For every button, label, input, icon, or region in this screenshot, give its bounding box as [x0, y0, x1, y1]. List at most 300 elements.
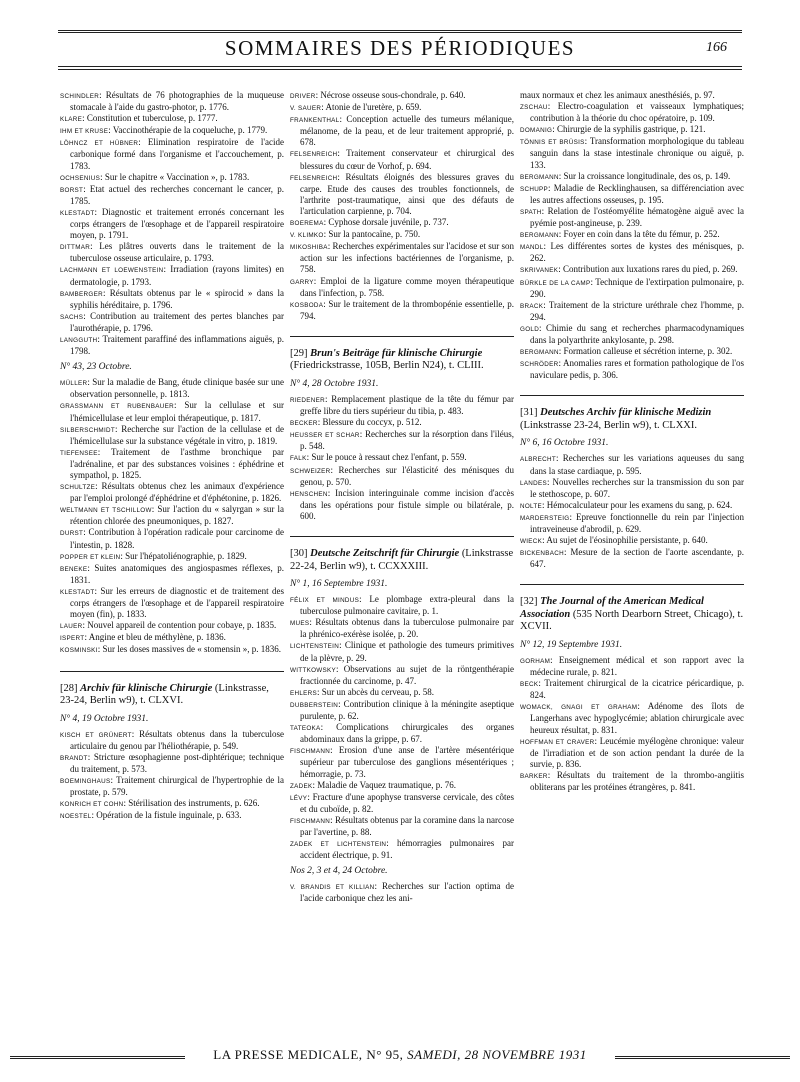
article-entry: [290, 241, 514, 275]
article-entry: [290, 102, 514, 114]
article-entry: [520, 453, 744, 476]
article-author: SCHWEIZER: [290, 467, 331, 475]
entry-list: [520, 90, 744, 381]
article-title: : Anomalies rares et formation pathologique de l'os naviculare pedis, p. 306.: [530, 358, 744, 381]
section-separator: [290, 536, 514, 537]
article-entry: [60, 424, 284, 447]
article-entry: [290, 594, 514, 617]
header-bottom-rule: [58, 66, 742, 67]
article-title: : Remplacement plastique de la tête du fémur par greffe libre du tiers supérieur du tibia, p. 483.: [300, 393, 514, 417]
article-author: IHM ET KRUSE: [60, 128, 109, 136]
article-author: SKRIVANEK: [520, 267, 559, 275]
footer-line: [0, 1047, 800, 1063]
article-author: BARKER: [520, 772, 548, 780]
article-author: WIECK: [520, 538, 543, 546]
journal-heading: [290, 348, 514, 373]
article-title: : Elimination respiratoire de l'acide carbonique formé dans l'organisme et l'accouchement, p. 1783.: [70, 137, 284, 171]
article-entry: [520, 358, 744, 381]
article-entry: [520, 346, 744, 358]
article-entry: [60, 311, 284, 334]
article-author: WELTMANN ET TSCHILLOW: [60, 507, 152, 515]
footer-day: SAMEDI,: [407, 1047, 461, 1062]
article-entry: [60, 775, 284, 798]
article-author: BECK: [520, 681, 539, 689]
article-title: : Nouvelles recherches sur la transmission du son par le stethoscope, p. 607.: [530, 476, 744, 499]
footer-rule-right: [615, 1056, 790, 1059]
article-title: : Complications chirurgicales des organes abdominaux dans la grippe, p. 67.: [300, 722, 514, 745]
article-author: LANGGUTH: [60, 336, 98, 344]
article-entry: [520, 229, 744, 241]
article-author: TIEFENSEE: [60, 449, 98, 457]
article-author: SCHULTZE: [60, 484, 96, 492]
article-title: maux normaux et chez les animaux anesthésiés, p. 97.: [520, 90, 715, 100]
journal-name: The Journal of the American Medical Association: [520, 596, 704, 620]
article-author: KONRICH ET COHN: [60, 801, 124, 809]
article-author: FISCHMANN: [290, 748, 331, 756]
article-entry: [290, 617, 514, 640]
article-author: BICKENBACH: [520, 550, 564, 558]
article-entry: [520, 171, 744, 183]
article-author: HOFFMAN ET CRAVER: [520, 738, 595, 746]
article-entry: [60, 551, 284, 563]
entry-list: [60, 377, 284, 656]
article-title: : Traitement de la stricture uréthrale chez l'homme, p. 294.: [530, 299, 744, 322]
article-entry: [520, 678, 744, 701]
article-author: LAUER: [60, 623, 83, 631]
article-title: : Cyphose dorsale juvénile, p. 737.: [323, 217, 449, 228]
entry-list: [60, 729, 284, 823]
article-entry: [290, 815, 514, 838]
article-author: DURST: [60, 530, 84, 538]
article-author: TATEOKA: [290, 725, 321, 733]
article-author: KOSBODA: [290, 301, 324, 309]
article-author: LÖHNCZ ET HÜBNER: [60, 140, 139, 148]
article-author: FISCHMANN: [290, 817, 331, 825]
journal-detail: (Linkstrasse, 23-24, Berlin w9), t. CLXVI.: [60, 682, 269, 706]
article-title: : Contribution à l'opération radicale pour carcinome de l'intestin, p. 1828.: [70, 527, 284, 550]
article-title: : Les différentes sortes de kystes des ménisques, p. 262.: [530, 241, 744, 264]
article-title: : Sur les erreurs de diagnostic et de traitement des corps étrangers de l'œsophage et de l'appareil respiratoire moyen (fin), p. 1833.: [70, 585, 284, 620]
header-top-rule: [58, 30, 742, 33]
journal-number: [29]: [290, 347, 308, 359]
article-author: HEUSSER ET SCHAR: [290, 432, 360, 440]
journal-number: [30]: [290, 548, 308, 559]
article-entry: [60, 377, 284, 400]
article-title: : Traitement conservateur et chirurgical des blessures du cœur de Vorhof, p. 694.: [300, 148, 514, 171]
article-author: LANDES: [520, 479, 547, 487]
article-title: : Constitution et tuberculose, p. 1777.: [82, 113, 218, 124]
article-entry: [290, 148, 514, 171]
article-author: OCHSENIUS: [60, 174, 101, 182]
issue-heading: N° 12, 19 Septembre 1931.: [520, 639, 623, 650]
article-author: FELSENREICH: [290, 151, 338, 159]
article-title: : Résultats obtenus dans la tuberculose pulmonaire par la phrénico-exérèse isolée, p. 20.: [300, 617, 514, 640]
article-title: : Traitement paraffiné des inflammations aiguës, p. 1798.: [70, 333, 284, 357]
article-entry: [290, 229, 514, 241]
article-title: : Emploi de la ligature comme moyen thérapeutique dans l'infection, p. 758.: [300, 275, 514, 298]
article-title: : Fracture d'une apophyse transverse cervicale, des côtes et du cuboïde, p. 82.: [300, 791, 514, 814]
article-author: WOMACK, GNAGI ET GRAHAM: [520, 704, 638, 712]
article-title: : Recherches sur l'action optima de l'acide carbonique chez les ani-: [300, 881, 514, 904]
article-title: : Sur l'hépatoliénographie, p. 1829.: [120, 550, 247, 561]
article-entry: [60, 400, 284, 423]
article-author: ZSCHAU: [520, 104, 548, 112]
article-entry: [290, 429, 514, 452]
article-author: HENSCHEN: [290, 490, 328, 498]
article-entry: [290, 217, 514, 229]
article-entry: [290, 90, 514, 102]
article-title: : Chirurgie de la syphilis gastrique, p. 121.: [552, 124, 706, 135]
article-entry: [520, 770, 744, 793]
article-entry: [60, 752, 284, 775]
page-title: SOMMAIRES DES PÉRIODIQUES: [224, 36, 576, 60]
article-entry: [60, 125, 284, 137]
article-author: POPPER ET KLEIN: [60, 553, 121, 561]
article-title: : Les plâtres ouverts dans le traitement de la tuberculose osseuse articulaire, p. 1793.: [70, 241, 284, 264]
article-author: FRANKENTHAL: [290, 117, 340, 125]
article-title: : Sur le chapitre « Vaccination », p. 1783.: [100, 171, 250, 182]
article-author: FELSENREICH: [290, 174, 338, 182]
article-title: : Electro-coagulation et vaisseaux lymphatiques; contribution à la théorie du choc opératoire, p. 109.: [530, 101, 744, 124]
article-entry: [60, 288, 284, 311]
article-entry: [290, 488, 514, 522]
article-title: : Sur les doses massives de « stomensin », p. 1836.: [97, 644, 281, 655]
article-author: V. BRANDIS ET KILLIAN: [290, 884, 375, 892]
article-entry: [290, 172, 514, 217]
article-author: BOEREMA: [290, 220, 324, 228]
article-author: MUES: [290, 620, 310, 628]
article-title: : Traitement de l'asthme bronchique par l'adrénaline, et par des substances voisines : éphédrine et sympathol, p. 1825.: [70, 446, 284, 480]
article-entry: [60, 184, 284, 207]
article-title: : Résultats obtenus par le « spirocid » dans la syphilis héréditaire, p. 1796.: [70, 287, 284, 310]
article-entry: [520, 183, 744, 206]
article-entry: [60, 644, 284, 656]
article-entry: [60, 334, 284, 357]
article-author: FÉLIX ET MINDUS: [290, 597, 360, 605]
article-author: TÖNNIS ET BRÜSIS: [520, 139, 585, 147]
article-entry: [290, 299, 514, 322]
article-title: : Angine et bleu de méthylène, p. 1836.: [84, 632, 226, 643]
article-author: SCHINDLER: [60, 93, 100, 100]
article-author: BRANDT: [60, 754, 88, 762]
journal-number: [32]: [520, 596, 538, 608]
article-title: : Hémocalculateur pour les examens du sang, p. 624.: [542, 499, 733, 510]
article-title: : Clinique et pathologie des tumeurs primitives de la plèvre, p. 29.: [300, 640, 514, 663]
article-entry: [520, 500, 744, 512]
article-entry: [290, 417, 514, 429]
article-author: DRIVER: [290, 93, 316, 100]
article-entry: [290, 792, 514, 815]
journal-heading: [520, 596, 744, 634]
article-title: : Adénome des îlots de Langerhans avec hypoglycémie; ablation chirurgicale avec heureux résultat, p. 831.: [530, 701, 744, 735]
footer-publication: LA PRESSE MEDICALE,: [213, 1047, 363, 1062]
column-3: [520, 90, 744, 793]
article-title: : Résultats obtenus dans la tuberculose articulaire du genou par l'héliothérapie, p. 549.: [70, 728, 284, 751]
article-entry: [60, 481, 284, 504]
article-title: : Traitement chirurgical de la cicatrice péricardique, p. 824.: [530, 678, 744, 701]
article-author: DOMANIG: [520, 127, 553, 135]
article-author: GORHAM: [520, 657, 551, 665]
journal-name: Deutsche Zeitschrift für Chirurgie: [310, 548, 460, 559]
article-title: : Sur un abcès du cerveau, p. 58.: [317, 686, 434, 697]
article-title: : Epreuve fonctionnelle du rein par l'injection intraveineuse d'abrodil, p. 629.: [530, 511, 744, 534]
journal-name: Archiv für klinische Chirurgie: [80, 682, 213, 694]
journal-name: Deutsches Archiv für klinische Medizin: [540, 407, 712, 419]
article-entry: [290, 452, 514, 464]
article-entry: [60, 563, 284, 586]
article-author: BECKER: [290, 420, 318, 428]
article-entry: [60, 207, 284, 241]
article-entry: [520, 477, 744, 500]
article-title: : Recherche sur l'action de la cellulase et de l'hémicellulase sur la substance végétale in vitro, p. 1819.: [70, 423, 284, 446]
article-title: : Etat actuel des recherches concernant le cancer, p. 1785.: [70, 183, 284, 206]
article-entry: [520, 277, 744, 300]
article-author: RIEDENER: [290, 396, 325, 404]
journal-detail: (Linkstrasse 23-24, Berlin w9), t. CLXXI.: [520, 419, 698, 431]
article-author: BORST: [60, 186, 84, 194]
article-entry: [520, 736, 744, 770]
journal-heading: [520, 407, 744, 432]
section-separator: [520, 584, 744, 585]
journal-number: [28]: [60, 682, 78, 694]
article-title: : Sur l'action du « salyrgan » sur la rétention chlorée des pneumoniques, p. 1827.: [70, 504, 284, 527]
article-entry: [290, 276, 514, 299]
article-title: : Nouvel appareil de contention pour cobaye, p. 1835.: [82, 620, 277, 631]
article-entry: [520, 701, 744, 735]
article-title: : Technique de l'extirpation pulmonaire, p. 290.: [530, 276, 744, 299]
article-author: BERGMANN: [520, 232, 559, 240]
article-entry: [520, 264, 744, 276]
article-title: : Sur la pantocaïne, p. 750.: [323, 229, 421, 240]
column-1: [60, 90, 284, 822]
article-entry: [60, 447, 284, 481]
article-title: : Leucémie myélogène chronique: valeur de l'irradiation et de son action pendant la durée de la survie, p. 836.: [530, 735, 745, 769]
article-author: V. SAUER: [290, 105, 322, 113]
article-title: : Blessure du coccyx, p. 512.: [317, 417, 422, 428]
article-author: ZADEK ET LICHTENSTEIN: [290, 841, 387, 849]
article-author: SCHUPP: [520, 185, 549, 193]
article-title: : Résultats obtenus chez les animaux d'expérience par l'emploi prolongé d'éphédrine et d'éphétonine, p. 1826.: [70, 481, 284, 504]
article-author: SACHS: [60, 313, 84, 321]
article-title: : Chimie du sang et recherches pharmacodynamiques dans la polyarthrite ankylosante, p. 298.: [530, 322, 744, 345]
article-entry: [60, 586, 284, 620]
article-title: : Contribution au traitement des pertes blanches par l'aurothérapie, p. 1796.: [70, 310, 284, 333]
article-title: : Relation de l'ostéomyélite hématogène aiguë avec la pyémie post-angineuse, p. 239.: [530, 205, 744, 229]
article-entry: [60, 620, 284, 632]
article-entry: [60, 241, 284, 264]
article-entry: [520, 655, 744, 678]
article-entry: [60, 798, 284, 810]
section-separator: [290, 336, 514, 337]
article-entry: [290, 394, 514, 417]
article-title: : Le plombage extra-pleural dans la tuberculose pulmonaire cavitaire, p. 1.: [300, 594, 514, 617]
article-title: : Mesure de la section de l'aorte ascendante, p. 647.: [530, 547, 744, 570]
article-author: V. KLIMKO: [290, 232, 324, 240]
article-author: MANDL: [520, 244, 544, 252]
article-entry: [60, 137, 284, 171]
article-title: : Erosion d'une anse de l'artère mésentérique supérieur par tuberculose des ganglions mésentériques ; hémorragie, p. 73.: [300, 745, 514, 779]
entry-list: [290, 90, 514, 322]
article-author: BÜRKLE DE LA CAMP: [520, 279, 591, 287]
article-entry: [290, 838, 514, 861]
article-title: : Recherches sur la résorption dans l'iléus, p. 548.: [300, 429, 514, 452]
article-entry: [290, 722, 514, 745]
article-title: : Stérilisation des instruments, p. 626.: [123, 798, 260, 809]
article-title: : Atonie de l'uretère, p. 659.: [321, 102, 422, 113]
journal-detail: (535 North Dearborn Street, Chicago), t. XCVII.: [520, 608, 744, 633]
article-author: BRACK: [520, 302, 544, 310]
article-entry: [520, 323, 744, 346]
article-title: : Vaccinothérapie de la coqueluche, p. 1779.: [108, 125, 268, 136]
article-title: : Recherches sur les variations aqueuses du sang dans la stase cardiaque, p. 595.: [530, 453, 744, 476]
article-author: LACHMANN ET LOEWENSTEIN: [60, 267, 164, 275]
entry-list: [60, 90, 284, 357]
article-title: : Au sujet de l'éosinophilie persistante, p. 640.: [542, 535, 708, 546]
article-entry: [520, 206, 744, 229]
article-author: GOLD: [520, 325, 540, 333]
footer-year: 1931: [558, 1047, 587, 1062]
issue-heading: N° 4, 28 Octobre 1931.: [290, 378, 379, 389]
article-entry: [60, 90, 284, 113]
article-title: : Nécrose osseuse sous-chondrale, p. 640.: [315, 90, 466, 100]
article-author: EHLERS: [290, 689, 317, 697]
article-author: KISCH ET GRÜNERT: [60, 731, 132, 739]
article-title: : Sur la croissance longitudinale, des os, p. 149.: [558, 170, 731, 181]
article-entry: [60, 264, 284, 287]
article-title: : Suites anatomiques des angiospasmes réflexes, p. 1831.: [70, 562, 284, 585]
article-title: : Sur le traitement de la thrombopénie essentielle, p. 794.: [300, 298, 514, 321]
article-entry: [520, 300, 744, 323]
article-title: : Sur la cellulase et sur l'hémicellulase et leur emploi thérapeutique, p. 1817.: [70, 400, 285, 423]
article-entry: [520, 535, 744, 547]
article-author: GARRY: [290, 278, 314, 286]
header-bottom-rule-2: [58, 69, 742, 70]
article-title: : Maladie de Vaquez traumatique, p. 76.: [312, 779, 457, 790]
page-number: 166: [706, 40, 727, 55]
article-entry: [290, 114, 514, 148]
article-entry: [520, 136, 744, 170]
article-title: : Maladie de Recklinghausen, sa différenciation avec les autres affections osseuses, p. 195.: [530, 182, 744, 205]
article-author: ALBRECHT: [520, 456, 556, 464]
article-author: FALK: [290, 455, 307, 463]
article-entry: [60, 527, 284, 550]
column-2: [290, 90, 514, 905]
article-entry: [520, 90, 744, 101]
article-title: : Stricture œsophagienne post-diphtérique; technique du traitement, p. 573.: [70, 751, 284, 774]
issue-heading: N° 1, 16 Septembre 1931.: [290, 579, 388, 589]
article-entry: [520, 512, 744, 535]
footer-date: 28 NOVEMBRE: [464, 1047, 555, 1062]
article-entry: [290, 699, 514, 722]
article-author: KLESTADT: [60, 588, 95, 596]
article-entry: [520, 101, 744, 124]
article-title: : Traitement chirurgical de l'hypertrophie de la prostate, p. 579.: [70, 774, 284, 798]
issue-heading: N° 6, 16 Octobre 1931.: [520, 438, 609, 449]
article-author: LICHTENSTEIN: [290, 643, 340, 651]
article-author: MÜLLER: [60, 380, 88, 388]
article-entry: [60, 632, 284, 644]
article-entry: [290, 664, 514, 687]
article-title: : Foyer en coin dans la tête du fémur, p. 252.: [558, 229, 720, 240]
article-title: : Sur la maladie de Bang, étude clinique basée sur une observation personnelle, p. 1813.: [70, 377, 284, 400]
article-entry: [520, 124, 744, 136]
article-author: BOEMINGHAUS: [60, 777, 111, 785]
article-entry: [290, 640, 514, 663]
article-entry: [520, 547, 744, 570]
article-author: BAMBERGER: [60, 290, 103, 298]
journal-name: Brun's Beiträge für klinische Chirurgie: [310, 347, 483, 359]
article-title: : Observations au sujet de la röntgenthérapie fractionnée du carcinome, p. 47.: [300, 663, 514, 686]
entry-list: [520, 655, 744, 793]
article-title: : Recherches expérimentales sur l'acidose et sur son action sur les infections bactériennes de l'organisme, p. 758.: [300, 241, 515, 275]
article-author: SILBERSCHMIDT: [60, 426, 115, 434]
article-author: BERGMANN: [520, 349, 559, 357]
article-title: : Résultats de 76 photographies de la muqueuse stomacale à l'aide du gastro-photor, p. 1776.: [70, 90, 284, 113]
article-author: DITTMAR: [60, 244, 91, 252]
article-entry: [290, 881, 514, 904]
article-author: ISPERT: [60, 635, 85, 643]
article-title: : Résultats du traitement de la thrombo-angiitis obliterans par les protéines étrangères, p. 841.: [530, 769, 744, 792]
article-author: BERGMANN: [520, 173, 559, 181]
article-entry: [60, 504, 284, 527]
article-entry: [520, 241, 744, 264]
footer-issue-number: N° 95,: [366, 1047, 404, 1062]
article-title: : Contribution aux luxations rares du pied, p. 269.: [558, 264, 738, 275]
article-author: MIKOSHIBA: [290, 244, 328, 252]
article-title: : Contribution clinique à la méningite aseptique purulente, p. 62.: [300, 698, 514, 722]
article-entry: [290, 687, 514, 699]
article-entry: [60, 113, 284, 125]
article-entry: [60, 729, 284, 752]
article-title: : Résultats obtenus par la coramine dans la narcose par l'avertine, p. 88.: [300, 814, 514, 837]
article-title: : Irradiation (rayons limites) en dermatologie, p. 1793.: [70, 264, 284, 287]
article-title: : Conception actuelle des tumeurs mélanique, mélanome, de la peau, et de leur traitement approprié, p. 678.: [300, 114, 514, 148]
article-author: NOLTE: [520, 502, 543, 510]
entry-list: [520, 453, 744, 570]
article-entry: [60, 810, 284, 822]
entry-list: [290, 881, 514, 904]
article-author: SCHRÖDER: [520, 361, 559, 369]
article-title: : Transformation morphologique du tableau sanguin dans la stase intestinale chronique ou aiguë, p. 133.: [530, 136, 745, 170]
article-author: KLARE: [60, 116, 83, 124]
section-separator: [520, 395, 744, 396]
article-entry: [60, 172, 284, 184]
issue-heading: Nos 2, 3 et 4, 24 Octobre.: [290, 866, 388, 877]
article-author: NOESTEL: [60, 813, 92, 821]
journal-heading: [290, 548, 514, 573]
article-author: BENEKE: [60, 565, 88, 573]
journal-number: [31]: [520, 407, 538, 419]
article-title: : Diagnostic et traitement erronés concernant les corps étrangers de l'œsophage et de l'appareil respiratoire moyen, p. 1791.: [70, 206, 284, 241]
section-separator: [60, 671, 284, 672]
journal-detail: (Linkstrasse 22-24, Berlin w9), t. CCXXXIII.: [290, 548, 514, 572]
article-author: LÉVY: [290, 794, 308, 802]
journal-heading: [60, 683, 284, 708]
article-author: ZADEK: [290, 782, 313, 790]
entry-list: [290, 594, 514, 861]
article-entry: [290, 780, 514, 792]
article-title: : Enseignement médical et son rapport avec la médecine rurale, p. 821.: [530, 654, 744, 678]
article-author: KOSMINSKI: [60, 647, 98, 655]
article-author: KLESTADT: [60, 209, 95, 217]
entry-list: [290, 394, 514, 522]
journal-detail: (Friedrickstrasse, 105B, Berlin N24), t. CLIII.: [290, 360, 484, 372]
article-title: : Incision interinguinale comme incision d'accès dans les opérations pour fistule simple ou bilatérale, p. 600.: [300, 487, 514, 521]
article-author: DUBBERSTEIN: [290, 701, 339, 709]
article-entry: [290, 465, 514, 488]
article-entry: [290, 745, 514, 779]
article-author: GRASSMANN ET RUBENBAUER: [60, 403, 174, 411]
